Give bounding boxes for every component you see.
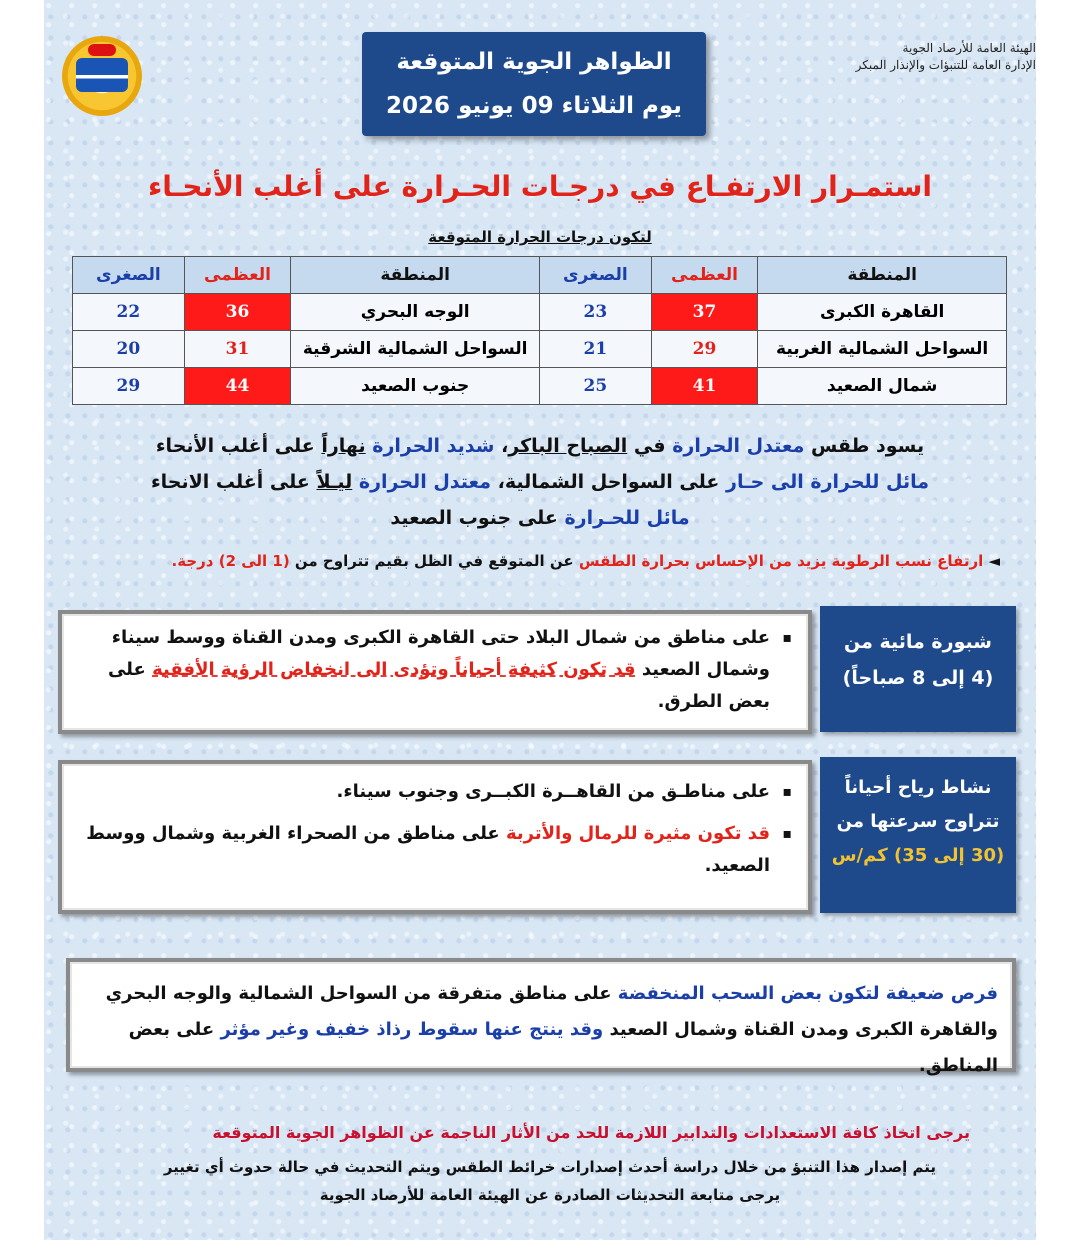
table-caption: لتكون درجات الحرارة المتوقعة [428,228,652,246]
fog-text: على بعض الطرق. [107,659,770,712]
forecast-emphasis: الصباح الباكر [508,435,628,457]
table-header-row [73,257,1007,294]
forecast-text: في [627,435,673,457]
title-box [362,32,706,136]
wind-label: نشاط رياح أحياناً [844,777,992,798]
fog-label-box [820,606,1016,732]
forecast-emphasis: معتدل الحرارة [672,435,805,457]
forecast-line-2 [120,464,960,500]
preparedness-warning: يرجى اتخاذ كافة الاستعدادات والتدابير اللازمة للحد من الأثار الناجمة عن الظواهر الجوية المتوقعة [212,1123,970,1142]
header-max: العظمى [184,257,291,294]
wind-label-box [820,757,1016,913]
max-temp-cell: 31 [184,331,291,368]
organization-header [776,40,1036,74]
max-temp-cell: 44 [184,368,291,405]
min-temp-cell: 22 [73,294,185,331]
wind-bullet-1 [82,776,792,808]
min-temp-cell: 20 [73,331,185,368]
fog-bullet [82,622,792,718]
wind-bullet-2 [82,818,792,882]
humidity-emphasis: ارتفاع نسب الرطوبة يزيد من الإحساس بحرارة الطقس [578,552,989,570]
forecast-emphasis: مائل للحـرارة [564,507,690,529]
humidity-range: (1 الى 2) درجة. [171,552,290,570]
forecast-text: على السواحل الشمالية، [491,471,726,493]
forecast-text: على جنوب الصعيد [390,507,565,529]
fog-time: (4 إلى 8 صباحاً) [842,667,994,689]
humidity-note [80,552,1000,570]
forecast-line-3 [120,500,960,536]
table-row [73,368,1007,405]
fog-details-box [58,610,812,734]
forecast-text [352,471,359,493]
fog-label: شبورة مائية من [844,631,992,653]
forecast-emphasis: معتدل الحرارة [358,471,492,493]
header-region: المنطقة [291,257,540,294]
max-temp-cell: 41 [651,368,758,405]
region-cell: السواحل الشمالية الغربية [758,331,1007,368]
header-region: المنطقة [758,257,1007,294]
header-min: الصغرى [73,257,185,294]
clouds-box [66,958,1016,1076]
min-temp-cell: 25 [540,368,652,405]
table-row [73,294,1007,331]
table-row [73,331,1007,368]
temperature-table [72,256,1007,405]
clouds-emphasis: فرص ضعيفة لتكون بعض السحب المنخفضة [617,983,998,1004]
bulletin-title: الظواهر الجوية المتوقعة [396,49,672,75]
arrow-icon: ◄ [988,552,1000,570]
forecast-text: يسود طقس [804,435,925,457]
wind-details-box [58,760,812,914]
min-temp-cell: 21 [540,331,652,368]
forecast-line-1 [120,428,960,464]
footer-note-1: يتم إصدار هذا التنبؤ من خلال دراسة أحدث إصدارات خرائط الطقس ويتم التحديث في حالة حدوث أي تغيير [163,1158,937,1176]
forecast-text: ، [494,435,509,457]
forecast-emphasis: شديد الحرارة [372,435,495,457]
region-cell: الوجه البحري [291,294,540,331]
forecast-emphasis: ليـلاً [316,471,353,493]
bulletin-date: يوم الثلاثاء 09 يونيو 2026 [386,93,682,119]
wind-speed-label: تتراوح سرعتها من [836,811,1000,832]
max-temp-cell: 29 [651,331,758,368]
clouds-emphasis: وقد ينتج عنها سقوط رذاذ خفيف وغير مؤثر [220,1019,604,1040]
org-name: الهيئة العامة للأرصاد الجوية [902,41,1036,55]
forecast-emphasis: نهاراً [321,435,366,457]
org-department: الإدارة العامة للتنبؤات والإنذار المبكر [855,58,1036,72]
forecast-emphasis: مائل للحرارة الى حـار [726,471,930,493]
forecast-text: على أغلب الانحاء [150,471,317,493]
max-temp-cell: 36 [184,294,291,331]
region-cell: القاهرة الكبرى [758,294,1007,331]
region-cell: جنوب الصعيد [291,368,540,405]
header-min: الصغرى [540,257,652,294]
header-max: العظمى [651,257,758,294]
fog-text: على مناطق من شمال البلاد حتى القاهرة الكبرى ومدن القناة ووسط سيناء وشمال الصعيد [111,627,770,680]
forecast-text: على أغلب الأنحاء [155,435,322,457]
humidity-text: عن المتوقع في الظل بقيم تتراوح من [289,552,579,570]
main-headline: استمـرار الارتفـاع في درجـات الحـرارة على أغلب الأنحـاء [147,170,932,203]
wind-warning: قد تكون مثيرة للرمال والأتربة [505,823,770,844]
max-temp-cell: 37 [651,294,758,331]
min-temp-cell: 29 [73,368,185,405]
ema-logo-icon [62,36,142,116]
region-cell: شمال الصعيد [758,368,1007,405]
wind-text: على مناطـق من القاهــرة الكبــرى وجنوب سيناء. [336,781,770,802]
clouds-text: على مناطق متفرقة من السواحل الشمالية والوجه البحري والقاهرة الكبرى ومدن القناة وشمال الصعيد [105,983,998,1040]
clouds-text: على بعض المناطق. [128,1019,998,1076]
footer-note-2: يرجى متابعة التحديثات الصادرة عن الهيئة العامة للأرصاد الجوية [319,1186,781,1204]
min-temp-cell: 23 [540,294,652,331]
wind-text: على مناطق من الصحراء الغربية وشمال ووسط الصعيد. [86,823,770,876]
wind-speed-range: (30 إلى 35) كم/س [831,845,1005,866]
fog-warning: قد تكون كثيفة أحياناً وتؤدى الى انخفاض الرؤية الأفقية [152,659,636,680]
region-cell: السواحل الشمالية الشرقية [291,331,540,368]
forecast-summary [120,428,960,536]
